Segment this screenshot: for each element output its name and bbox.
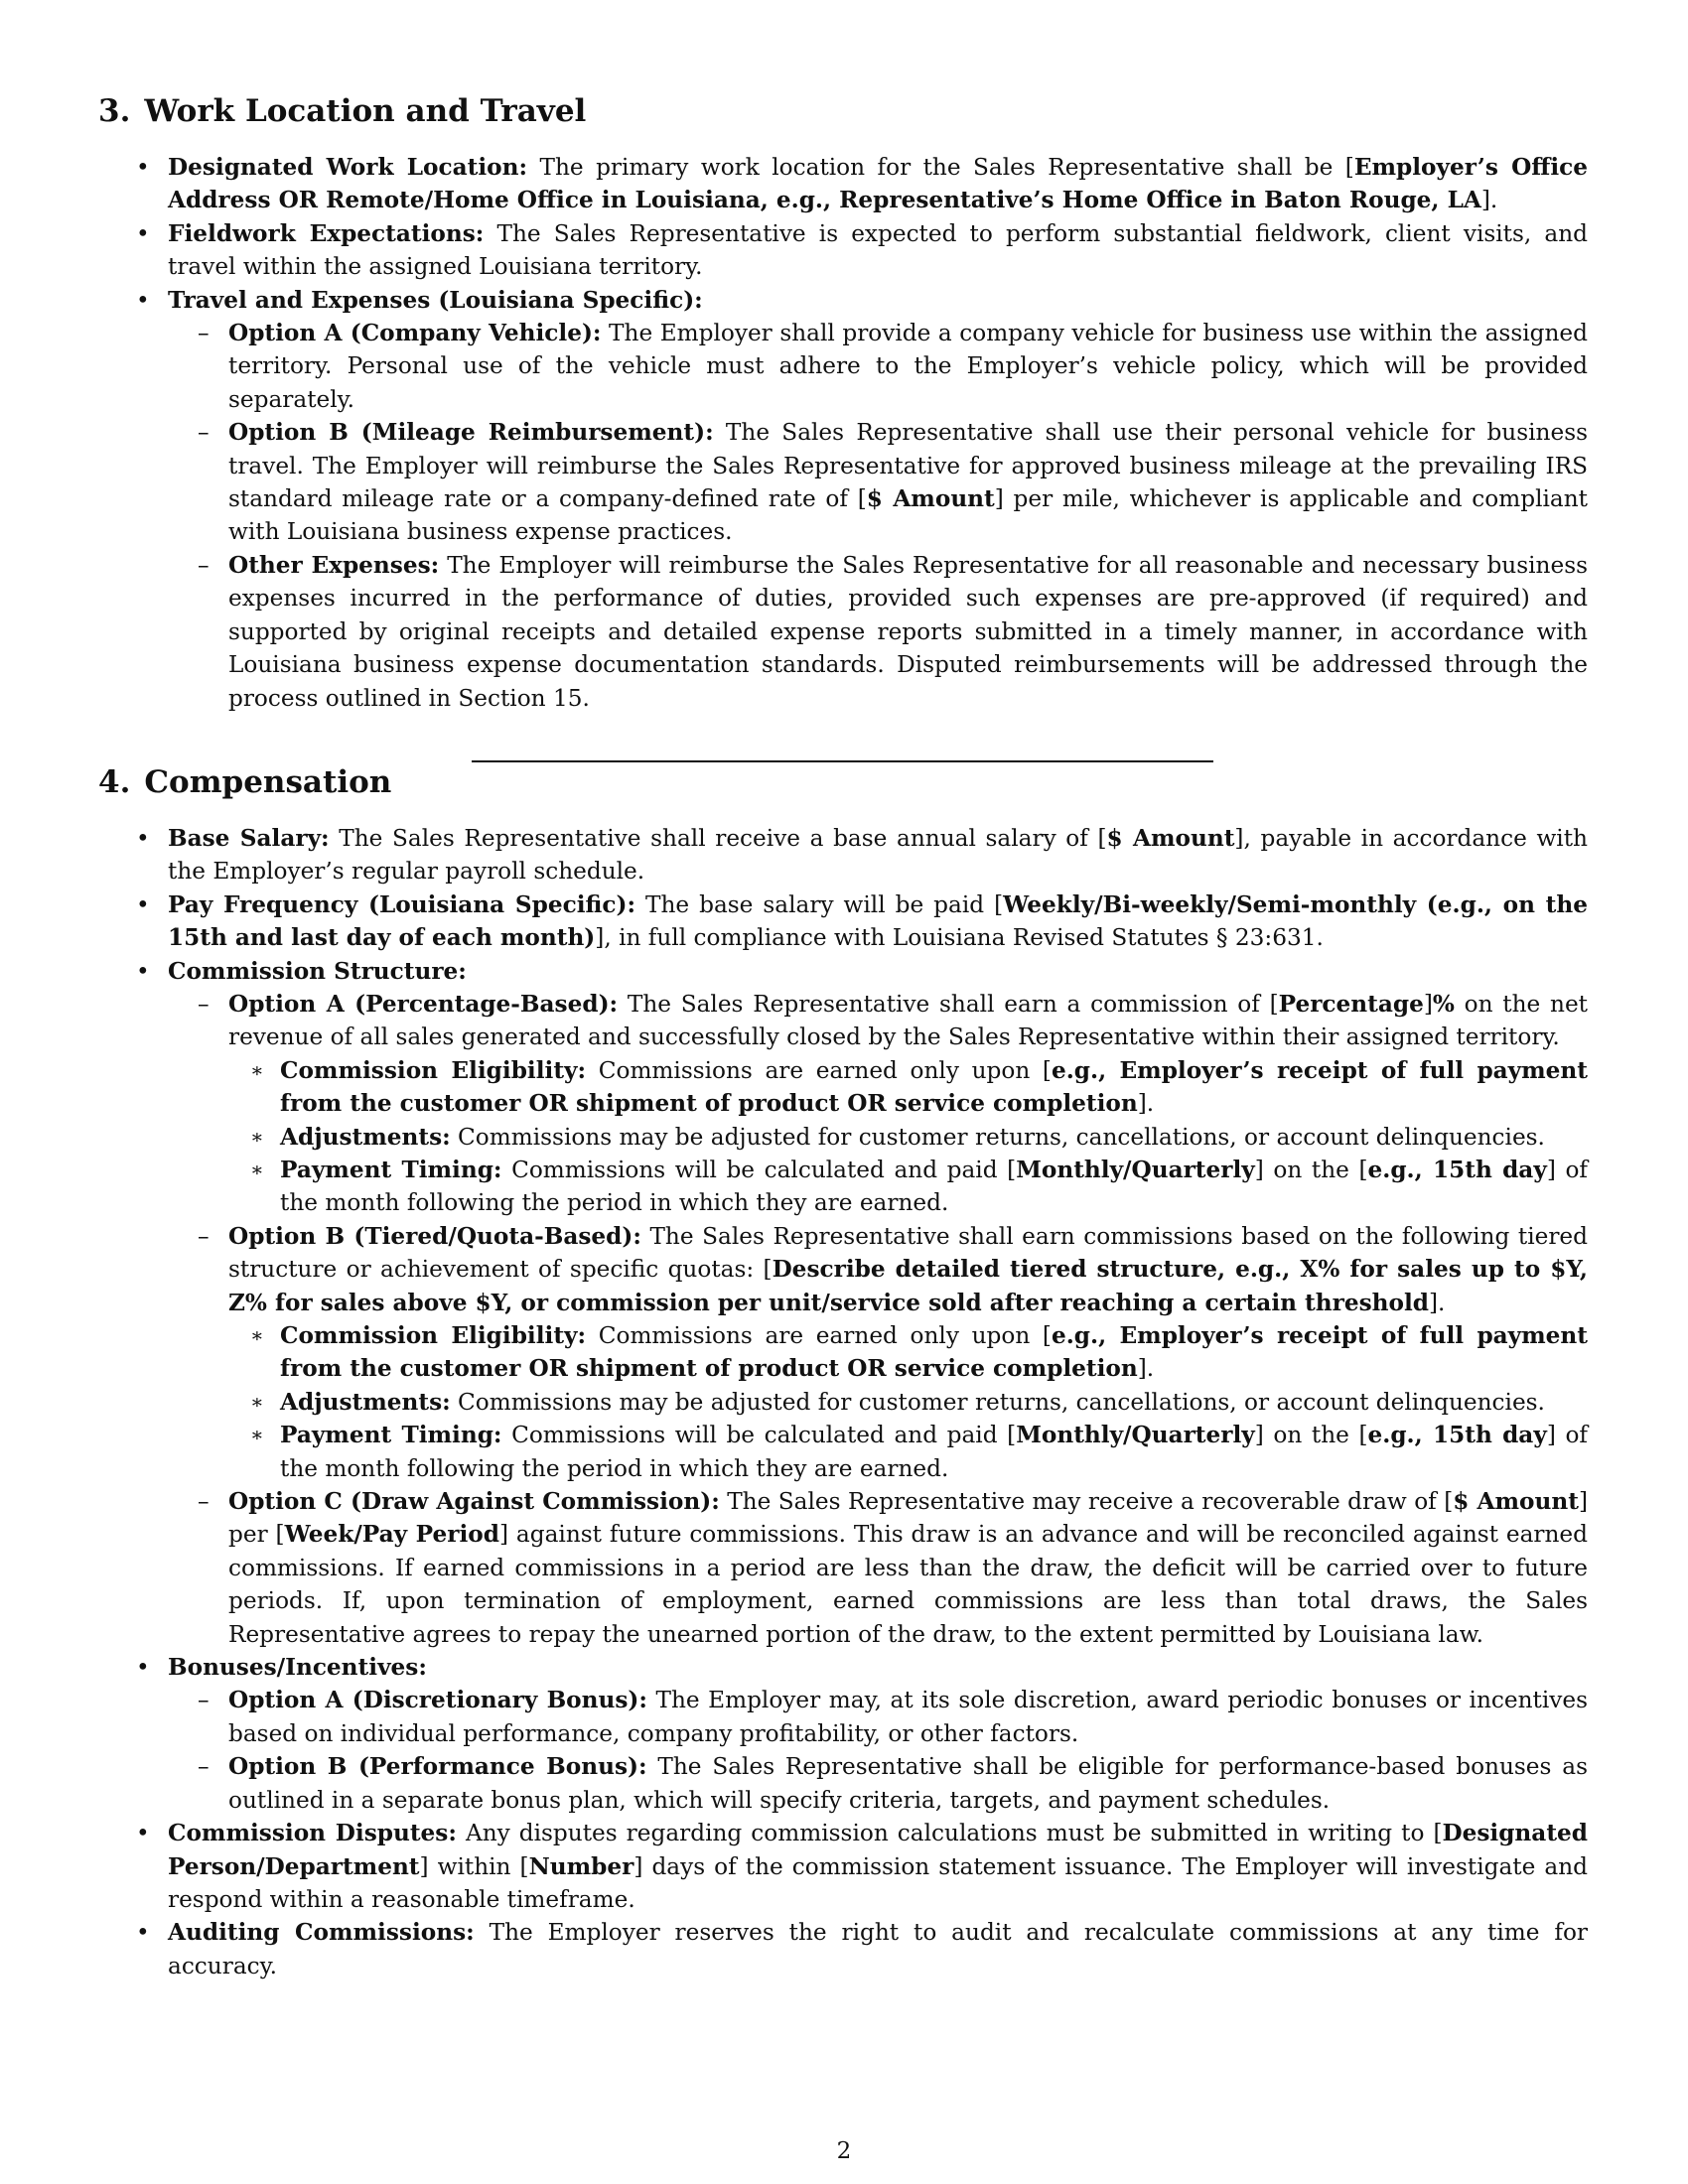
item-text: The Sales Representative shall earn commissions based on the following tiered structure or achievement of specific quotas: [ xyxy=(228,1222,1588,1284)
item-text: Commissions are earned only upon [ xyxy=(586,1322,1052,1349)
item-text: ] on the [ xyxy=(1254,1156,1368,1183)
list-item-eligibility xyxy=(228,1054,1588,1121)
placeholder-text: e.g., 15th day xyxy=(1367,1156,1547,1183)
list-item-eligibility xyxy=(228,1319,1588,1386)
placeholder-text: Monthly/Quarterly xyxy=(1016,1156,1255,1183)
item-text: ], payable in accordance with the Employer’s regular payroll schedule. xyxy=(168,824,1588,886)
list-item-fieldwork xyxy=(100,217,1588,284)
list-item-payment-timing xyxy=(228,1154,1588,1220)
list-item-commission-structure xyxy=(100,955,1588,1652)
item-text: The Employer will reimburse the Sales Representative for all reasonable and necessary business expenses incurred in the performance of duties, provided such expenses are pre-approved (if required) and supported by original receipts and detailed expense reports submitted in a timely manner, in accordance with Louisiana business expense documentation standards. Disputed reimbursements will be addressed through the process outlined in Section 15. xyxy=(228,551,1588,712)
item-text: ]. xyxy=(1480,187,1498,214)
placeholder-text: Monthly/Quarterly xyxy=(1016,1422,1255,1449)
item-text: Commissions will be calculated and paid [ xyxy=(501,1156,1017,1183)
item-label: Adjustments: xyxy=(280,1388,451,1416)
list-item-option-b xyxy=(168,416,1588,549)
item-text: ]. xyxy=(1429,1289,1446,1316)
item-text: Commissions may be adjusted for customer returns, cancellations, or account delinquencies. xyxy=(450,1388,1545,1416)
list-item-work-location xyxy=(100,151,1588,217)
placeholder-text: e.g., Employer’s receipt of full payment from the customer OR shipment of product OR service completion xyxy=(280,1056,1589,1118)
placeholder-text: Employer’s Office Address OR Remote/Home Office in Louisiana, e.g., Representative’s Home Office in Baton Rouge, LA xyxy=(168,154,1588,214)
list-item-option-b xyxy=(168,1750,1588,1817)
item-text: The Employer shall provide a company vehicle for business use within the assigned territory. Personal use of the vehicle must adhere to the Employer’s vehicle policy, which will be provided separately. xyxy=(228,320,1588,413)
travel-options-list xyxy=(168,317,1588,715)
option-b-details xyxy=(228,1319,1588,1485)
placeholder-text: e.g., 15th day xyxy=(1367,1422,1547,1449)
item-text: ] of the month following the period in which they are earned. xyxy=(280,1156,1588,1217)
item-text: The Sales Representative shall use their personal vehicle for business travel. The Employer will reimburse the Sales Representative for approved business mileage at the prevailing IRS standard mileage rate or a company-defined rate of [ xyxy=(228,419,1588,513)
item-text: ] against future commissions. This draw is an advance and will be reconciled against earned commissions. If earned commissions in a period are less than the draw, the deficit will be carried over to future periods. If, upon termination of employment, earned commissions are less than total draws, the Sales Representative agrees to repay the unearned portion of the draw, to the extent permitted by Louisiana law. xyxy=(228,1521,1588,1648)
item-label: Adjustments: xyxy=(280,1123,451,1151)
item-label: Payment Timing: xyxy=(280,1156,502,1183)
item-text: Commissions may be adjusted for customer returns, cancellations, or account delinquencies. xyxy=(450,1123,1545,1151)
item-label: Other Expenses: xyxy=(228,551,440,579)
item-label: Option B (Mileage Reimbursement): xyxy=(228,419,714,447)
item-label: Commission Disputes: xyxy=(168,1820,457,1847)
item-text: The Sales Representative shall earn a commission of [ xyxy=(618,990,1279,1018)
list-item-option-a xyxy=(168,1684,1588,1750)
item-label: Base Salary: xyxy=(168,824,330,852)
list-item-commission-disputes xyxy=(100,1817,1588,1916)
list-item-base-salary xyxy=(100,822,1588,888)
item-text: The Employer may, at its sole discretion, award periodic bonuses or incentives based on individual performance, company profitability, or other factors. xyxy=(228,1687,1588,1747)
list-item-travel xyxy=(100,284,1588,715)
item-label: Commission Structure: xyxy=(168,957,467,985)
document-page xyxy=(100,91,1588,1982)
list-item-adjustments xyxy=(228,1386,1588,1419)
section-title: Compensation xyxy=(144,763,392,800)
item-text: The Sales Representative shall receive a base annual salary of [ xyxy=(329,824,1107,852)
item-label: Travel and Expenses (Louisiana Specific): xyxy=(168,286,703,314)
item-text: ] xyxy=(1423,990,1433,1018)
list-item-adjustments xyxy=(228,1121,1588,1154)
item-label: Commission Eligibility: xyxy=(280,1056,587,1084)
item-label: Option B (Tiered/Quota-Based): xyxy=(228,1222,641,1250)
item-text: ] per mile, whichever is applicable and compliant with Louisiana business expense practices. xyxy=(228,485,1588,546)
placeholder-text: $ Amount xyxy=(1106,824,1235,852)
item-label: Payment Timing: xyxy=(280,1422,502,1449)
placeholder-text: $ Amount xyxy=(866,485,995,513)
item-text: ]. xyxy=(1137,1090,1155,1118)
section-3-list xyxy=(100,151,1588,715)
list-item-option-a xyxy=(168,988,1588,1220)
list-item-bonuses xyxy=(100,1651,1588,1817)
section-4-list xyxy=(100,822,1588,1982)
list-item-auditing xyxy=(100,1916,1588,1982)
item-label: Option B (Performance Bonus): xyxy=(228,1753,647,1781)
section-3-heading xyxy=(98,91,1588,131)
item-label: Auditing Commissions: xyxy=(168,1919,475,1947)
item-text: ] per [ xyxy=(228,1488,1588,1549)
item-text: ] on the [ xyxy=(1254,1422,1368,1449)
list-item-pay-frequency xyxy=(100,888,1588,955)
list-item-other-expenses xyxy=(168,549,1588,715)
placeholder-text: $ Amount xyxy=(1453,1488,1579,1516)
item-text: ] days of the commission statement issuance. The Employer will investigate and respond within a reasonable timeframe. xyxy=(168,1852,1588,1913)
item-label: Option A (Percentage-Based): xyxy=(228,990,619,1018)
item-text: The Sales Representative is expected to perform substantial fieldwork, client visits, and travel within the assigned Louisiana territory. xyxy=(168,219,1588,281)
item-text: The base salary will be paid [ xyxy=(635,890,1004,918)
placeholder-text: Designated Person/Department xyxy=(168,1820,1588,1880)
item-text: ]. xyxy=(1137,1355,1155,1383)
commission-options-list xyxy=(168,988,1588,1651)
placeholder-text: e.g., Employer’s receipt of full payment from the customer OR shipment of product OR service completion xyxy=(280,1322,1589,1383)
list-item-option-b xyxy=(168,1220,1588,1485)
item-text: Commissions are earned only upon [ xyxy=(586,1056,1052,1084)
bonus-options-list xyxy=(168,1684,1588,1817)
placeholder-text: Percentage xyxy=(1278,990,1424,1018)
item-label: Designated Work Location: xyxy=(168,154,528,181)
section-title: Work Location and Travel xyxy=(144,93,587,129)
item-label: Pay Frequency (Louisiana Specific): xyxy=(168,890,636,918)
item-label: Commission Eligibility: xyxy=(280,1322,587,1349)
section-4-heading xyxy=(98,762,1588,802)
list-item-payment-timing xyxy=(228,1419,1588,1485)
placeholder-text: Number xyxy=(528,1852,634,1880)
page-number: 2 xyxy=(836,2138,852,2164)
percent-sign: % xyxy=(1432,990,1455,1018)
item-text: on the net revenue of all sales generated and successfully closed by the Sales Representative within their assigned territory. xyxy=(228,990,1588,1051)
item-text: The Sales Representative shall be eligible for performance-based bonuses as outlined in a separate bonus plan, which will specify criteria, targets, and payment schedules. xyxy=(228,1753,1588,1814)
item-text: Any disputes regarding commission calculations must be submitted in writing to [ xyxy=(456,1820,1443,1847)
placeholder-text: Weekly/Bi-weekly/Semi-monthly (e.g., on the 15th and last day of each month) xyxy=(168,890,1588,952)
item-text: The primary work location for the Sales Representative shall be [ xyxy=(527,154,1354,181)
placeholder-text: Week/Pay Period xyxy=(284,1521,499,1549)
list-item-option-c xyxy=(168,1485,1588,1651)
item-label: Option C (Draw Against Commission): xyxy=(228,1488,720,1516)
item-label: Option A (Company Vehicle): xyxy=(228,320,602,347)
item-text: ] of the month following the period in which they are earned. xyxy=(280,1422,1588,1482)
section-number: 3. xyxy=(98,93,131,129)
item-text: ], in full compliance with Louisiana Revised Statutes § 23:631. xyxy=(595,924,1324,952)
option-a-details xyxy=(228,1054,1588,1220)
item-text: ] within [ xyxy=(419,1852,529,1880)
list-item-option-a xyxy=(168,317,1588,416)
item-label: Bonuses/Incentives: xyxy=(168,1654,427,1682)
item-text: The Employer reserves the right to audit and recalculate commissions at any time for accuracy. xyxy=(168,1919,1588,1979)
item-text: Commissions will be calculated and paid [ xyxy=(501,1422,1017,1449)
section-number: 4. xyxy=(98,763,131,800)
item-text: The Sales Representative may receive a recoverable draw of [ xyxy=(719,1488,1454,1516)
item-label: Option A (Discretionary Bonus): xyxy=(228,1687,647,1714)
placeholder-text: Describe detailed tiered structure, e.g., X% for sales up to $Y, Z% for sales above $Y, or commission per unit/service sold after reaching a certain threshold xyxy=(228,1256,1588,1316)
item-label: Fieldwork Expectations: xyxy=(168,219,485,247)
